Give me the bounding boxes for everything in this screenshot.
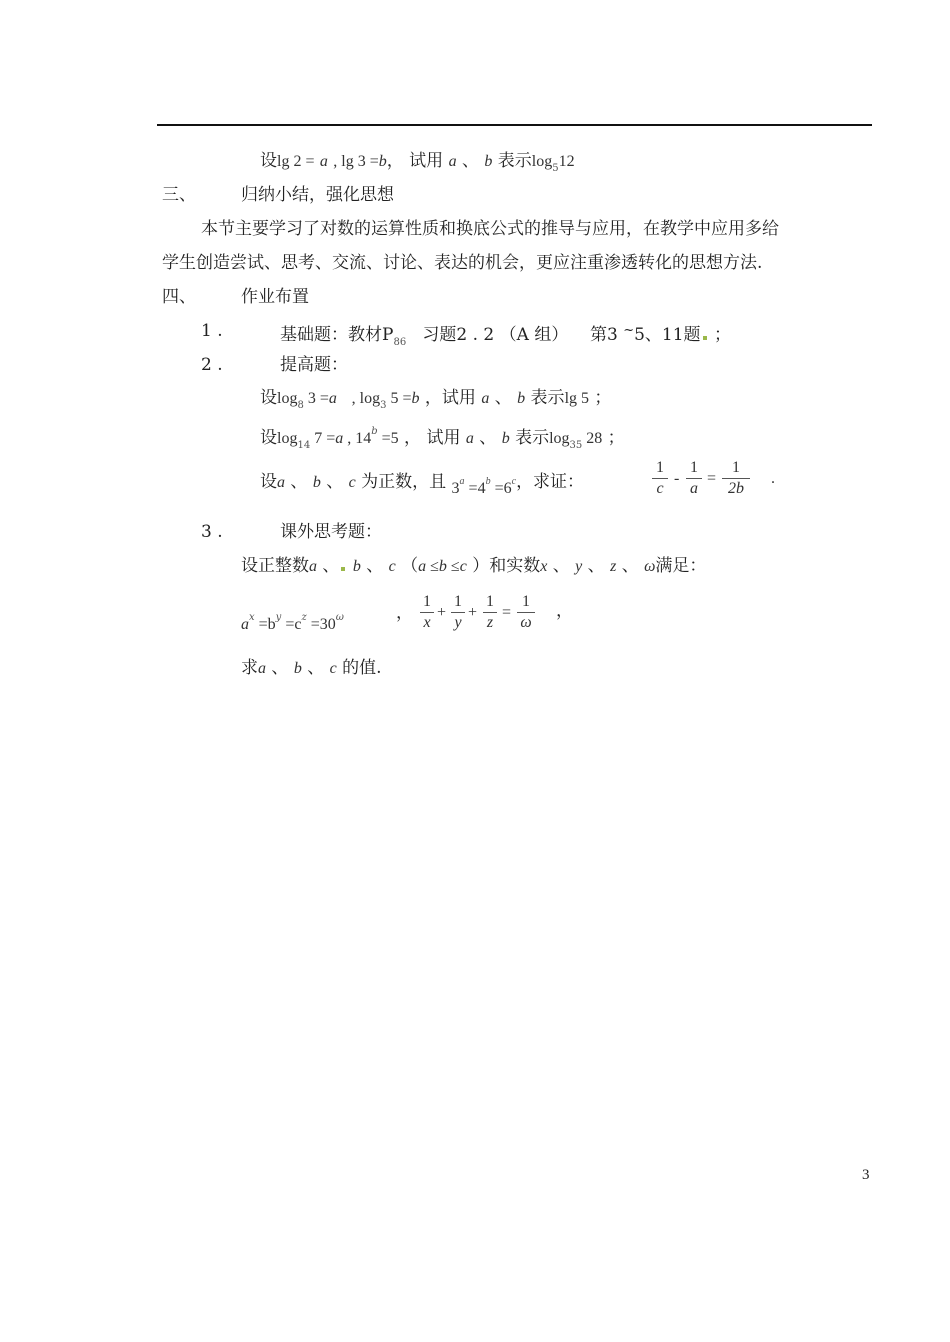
section-3-number: 三、 [162, 185, 196, 205]
hw3-title: 课外思考题： [280, 522, 382, 542]
highlight-mark [341, 567, 345, 571]
fraction-1-over-y: 1 y [451, 592, 465, 633]
hw2-problem-3: 设a 、 b 、 c 为正数，且 $3^a =4^b =6^c$，求证： [260, 472, 585, 497]
hw3-problem-line-1: 设正整数a 、 b 、 c （a ≤b ≤c ）和实数x 、 y 、 z 、 ω满足： [241, 556, 707, 576]
hw3-number: 3 . [201, 522, 223, 542]
hw1-text: 基础题：教材$P_{86}$ 习题2 . 2 （A 组） 第3 ~5、11题 ； [280, 323, 731, 348]
hw2-title: 提高题： [280, 355, 348, 375]
page-number: 3 [862, 1167, 870, 1183]
header-rule [157, 124, 872, 126]
section-4-title: 作业布置 [241, 287, 309, 307]
summary-line-1: 本节主要学习了对数的运算性质和换底公式的推导与应用，在教学中应用多给 [201, 219, 779, 239]
prev-exercise: 设lg 2 = a , lg 3 =b， 试用 a 、 b 表示$\log_512$ [260, 151, 575, 174]
hw3-equation-power: $a^x =b^y =c^z =30^\omega$ [241, 612, 344, 633]
fraction-1-over-a: 1 a [686, 458, 702, 499]
hw2-problem-1: 设$\log_8 3 =a$ , $\log_3 5 =b$ ，试用 a 、 b 表示lg 5 ； [260, 388, 612, 411]
plus-sign: + [437, 604, 447, 621]
hw1-number: 1 . [201, 321, 223, 341]
equals-sign: = [707, 470, 717, 487]
plus-sign: + [468, 604, 478, 621]
hw3-comma-2: ， [556, 601, 573, 621]
minus-sign: - [674, 470, 680, 487]
hw3-question: 求a 、 b 、 c 的值. [241, 658, 382, 678]
hw2-problem-2: 设$\log_{14} 7 =a$ , $14^b =5$ ， 试用 a 、 b 表示$\log_{35} 28$ ； [260, 426, 625, 451]
fraction-1-over-z: 1 z [483, 592, 497, 633]
hw3-comma-1: ， [396, 603, 413, 623]
fraction-1-over-c: 1 c [652, 458, 668, 499]
period: . [771, 470, 775, 487]
fraction-1-over-x: 1 x [420, 592, 434, 633]
section-4-number: 四、 [162, 287, 196, 307]
fraction-1-over-omega: 1 ω [517, 592, 535, 633]
fraction-1-over-2b: 1 2b [722, 458, 750, 499]
summary-line-2: 学生创造尝试、思考、交流、讨论、表达的机会，更应注重渗透转化的思想方法. [162, 253, 763, 273]
hw2-number: 2 . [201, 355, 223, 375]
highlight-mark [703, 336, 707, 340]
equals-sign: = [502, 604, 512, 621]
section-3-title: 归纳小结，强化思想 [241, 185, 394, 205]
